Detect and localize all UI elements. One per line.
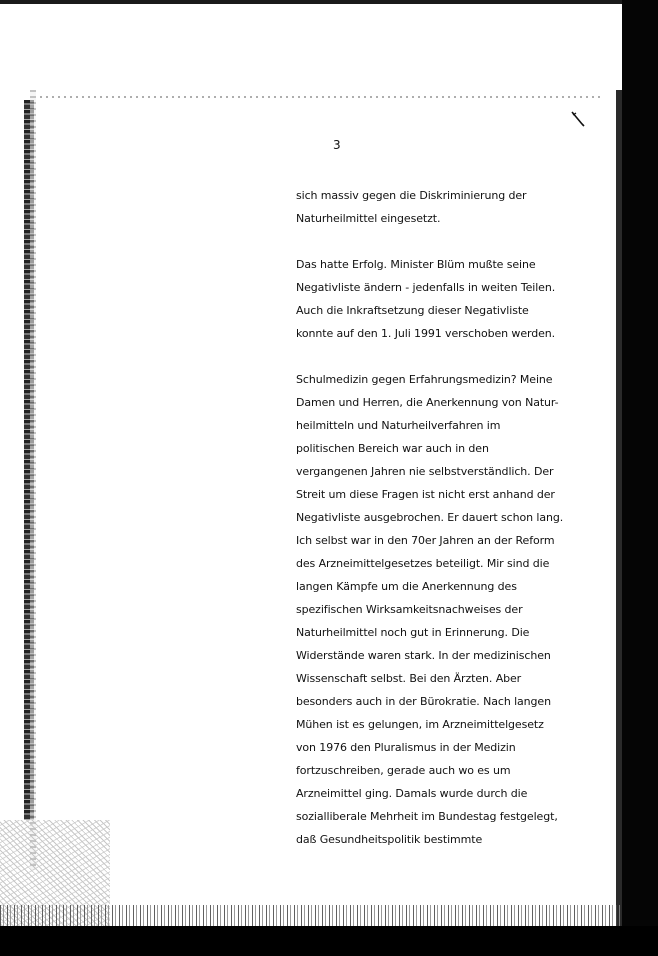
text-line: von 1976 den Pluralismus in der Medizin [296,741,516,754]
paragraph-3 [296,368,596,851]
page-number: 3 [333,138,341,152]
text-line: Schulmedizin gegen Erfahrungsmedizin? Meine [296,373,553,386]
pen-mark-icon [570,110,586,128]
text-line: Auch die Inkraftsetzung dieser Negativliste [296,304,529,317]
scan-edge-top [0,0,658,4]
text-line: vergangenen Jahren nie selbstverständlich. Der [296,465,554,478]
text-line: Widerstände waren stark. In der medizinischen [296,649,551,662]
text-line: konnte auf den 1. Juli 1991 verschoben werden. [296,327,556,340]
text-line: spezifischen Wirksamkeitsnachweises der [296,603,523,616]
text-line: Negativliste ändern - jedenfalls in weiten Teilen. [296,281,556,294]
text-line: Arzneimittel ging. Damals wurde durch die [296,787,528,800]
scan-binding-shadow [30,90,36,870]
text-line: langen Kämpfe um die Anerkennung des [296,580,517,593]
paragraph-2 [296,253,596,345]
text-line: sozialliberale Mehrheit im Bundestag festgelegt, [296,810,558,823]
scan-noise-bottom [0,905,620,927]
text-line: Negativliste ausgebrochen. Er dauert schon lang. [296,511,564,524]
text-line: daß Gesundheitspolitik bestimmte [296,833,483,846]
paragraph-gap [296,230,596,253]
text-line: heilmitteln und Naturheilverfahren im [296,419,501,432]
scan-noise-top [40,96,600,98]
text-line: des Arzneimittelgesetzes beteiligt. Mir sind die [296,557,550,570]
scan-edge-bottom [0,926,658,956]
text-line: politischen Bereich war auch in den [296,442,489,455]
text-line: Streit um diese Fragen ist nicht erst anhand der [296,488,555,501]
text-line: Naturheilmittel noch gut in Erinnerung. Die [296,626,530,639]
text-line: Ich selbst war in den 70er Jahren an der Reform [296,534,555,547]
text-line: sich massiv gegen die Diskriminierung der [296,189,527,202]
text-line: Damen und Herren, die Anerkennung von Natur- [296,396,559,409]
text-line: Das hatte Erfolg. Minister Blüm mußte seine [296,258,536,271]
text-line: Mühen ist es gelungen, im Arzneimittelgesetz [296,718,544,731]
paragraph-1 [296,184,596,230]
paragraph-gap [296,345,596,368]
text-line: fortzuschreiben, gerade auch wo es um [296,764,511,777]
body-text [296,184,596,851]
scan-edge-right [622,0,658,930]
text-line: besonders auch in der Bürokratie. Nach langen [296,695,551,708]
text-line: Wissenschaft selbst. Bei den Ärzten. Aber [296,672,522,685]
text-line: Naturheilmittel eingesetzt. [296,212,441,225]
